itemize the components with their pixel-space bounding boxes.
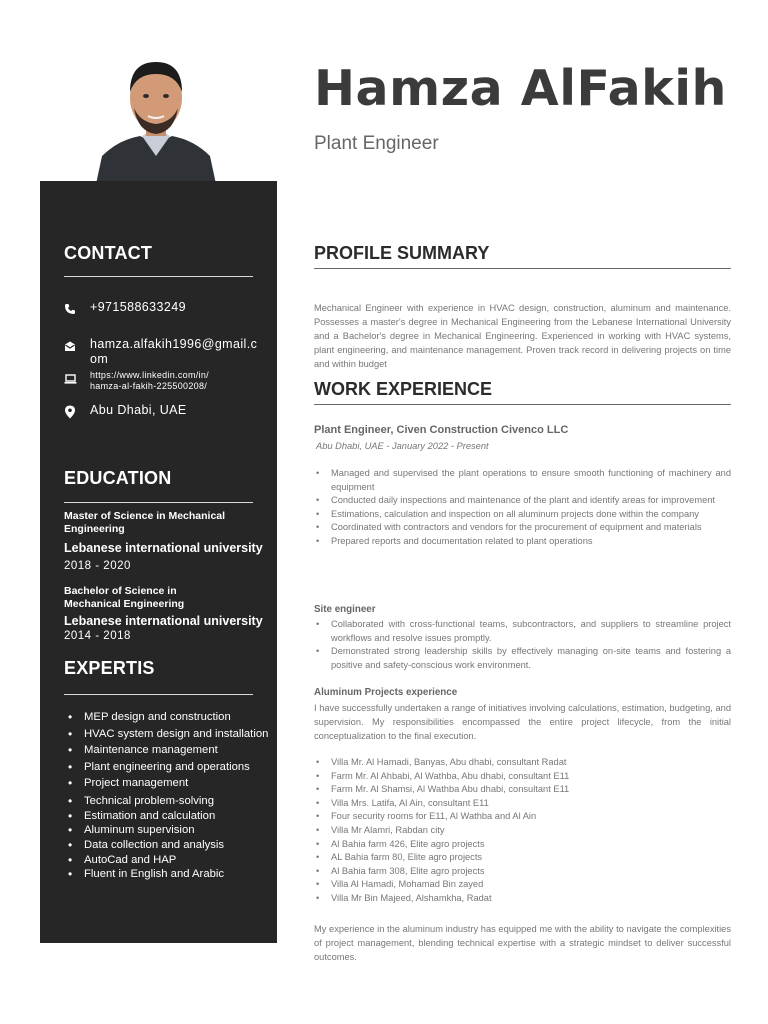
location-row bbox=[64, 403, 264, 424]
expertise-list bbox=[64, 709, 268, 882]
email-address[interactable]: hamza.alfakih1996@gmail.com bbox=[90, 337, 258, 366]
aluminum-projects-intro: I have successfully undertaken a range of initiatives involving calculations, estimation, budgeting, and supervision. My responsibilities encompassed the entire project lifecycle, from the initial conceptualization to the final execution. bbox=[314, 703, 731, 741]
education-divider bbox=[64, 502, 253, 503]
responsibility-item: • Coordinated with contractors and vendors for the procurement of equipment and materials bbox=[331, 521, 731, 535]
skill-item: • AutoCad and HAP bbox=[84, 853, 268, 867]
job2-responsibilities bbox=[331, 618, 731, 672]
project-item: • Four security rooms for E11, Al Wathba and Al Ain bbox=[331, 810, 731, 824]
aluminum-project-list bbox=[331, 756, 731, 906]
expertise-divider bbox=[64, 694, 253, 695]
site-engineer-title: Site engineer bbox=[314, 604, 376, 615]
candidate-name: Hamza AlFakih bbox=[314, 60, 727, 117]
aluminum-projects-title: Aluminum Projects experience bbox=[314, 687, 458, 698]
location-pin-icon bbox=[64, 403, 90, 424]
skill-item: • Plant engineering and operations bbox=[84, 759, 268, 776]
profile-summary-text: Mechanical Engineer with experience in HVAC design, construction, aluminum and maintenance. Possesses a master's degree in Mechanical Engineering from the Lebanese International University and a Bachelor's degree in Mechanical Engineering. Experienced in working with HVAC systems, plant engineering, and maintenance management. Proven track record in delivering projects on time and within budget bbox=[314, 303, 731, 369]
laptop-icon bbox=[64, 370, 90, 390]
skill-item: • MEP design and construction bbox=[84, 709, 268, 726]
email-icon bbox=[64, 337, 90, 357]
skill-item: • Maintenance management bbox=[84, 742, 268, 759]
project-item: • Villa Mr Bin Majeed, Alshamkha, Radat bbox=[331, 892, 731, 906]
job1-responsibilities bbox=[331, 467, 731, 549]
contact-heading: CONTACT bbox=[64, 243, 153, 263]
phone-row bbox=[64, 300, 264, 320]
phone-number[interactable]: +971588633249 bbox=[90, 300, 186, 314]
project-item: • Villa Mrs. Latifa, Al Ain, consultant E11 bbox=[331, 797, 731, 811]
project-item: • Al Bahia farm 426, Elite agro projects bbox=[331, 838, 731, 852]
responsibility-item: • Estimations, calculation and inspection on all aluminum projects done within the company bbox=[331, 508, 731, 522]
linkedin-url[interactable]: https://www.linkedin.com/in/hamza-al-fakih-225500208/ bbox=[90, 370, 209, 391]
project-item: • Villa Al Hamadi, Mohamad Bin zayed bbox=[331, 878, 731, 892]
education-years: 2014 - 2018 bbox=[64, 630, 131, 642]
profile-summary-heading: PROFILE SUMMARY bbox=[314, 243, 490, 263]
project-item: • Farm Mr. Al Shamsi, Al Wathba Abu dhabi, consultant E11 bbox=[331, 783, 731, 797]
profile-photo bbox=[96, 48, 216, 184]
skill-item: • Project management bbox=[84, 775, 268, 792]
responsibility-item: • Managed and supervised the plant operations to ensure smooth functioning of machinery and equipment bbox=[331, 467, 731, 494]
responsibility-item: • Prepared reports and documentation related to plant operations bbox=[331, 535, 731, 549]
linkedin-row bbox=[64, 370, 264, 392]
contact-divider bbox=[64, 276, 253, 277]
skill-item: • Fluent in English and Arabic bbox=[84, 867, 268, 882]
education-university: Lebanese international university bbox=[64, 541, 263, 555]
responsibility-item: • Conducted daily inspections and maintenance of the plant and identify areas for improvement bbox=[331, 494, 731, 508]
skill-item: • HVAC system design and installation bbox=[84, 726, 268, 743]
expertise-heading: EXPERTIS bbox=[64, 658, 155, 678]
responsibility-item: • Demonstrated strong leadership skills by effectively managing on-site teams and fostering a positive and safety-conscious work environment. bbox=[331, 645, 731, 672]
project-item: • AL Bahia farm 80, Elite agro projects bbox=[331, 851, 731, 865]
sidebar bbox=[40, 181, 277, 943]
profile-summary-divider bbox=[314, 268, 731, 269]
skill-item: • Technical problem-solving bbox=[84, 793, 268, 810]
job-title: Plant Engineer bbox=[314, 133, 439, 154]
education-university: Lebanese international university bbox=[64, 614, 263, 628]
work-experience-heading: WORK EXPERIENCE bbox=[314, 379, 493, 399]
phone-icon bbox=[64, 300, 90, 320]
responsibility-item: • Collaborated with cross-functional teams, subcontractors, and suppliers to streamline project workflows and resolve issues promptly. bbox=[331, 618, 731, 645]
education-degree: Master of Science in Mechanical Engineering bbox=[64, 510, 226, 535]
aluminum-closing-text: My experience in the aluminum industry has equipped me with the ability to navigate the complexities of project management, blending technical expertise with a strategic mindset to deliver successful outcomes. bbox=[314, 924, 731, 962]
email-row bbox=[64, 337, 264, 367]
skill-item: • Aluminum supervision bbox=[84, 823, 268, 838]
project-item: • Al Bahia farm 308, Elite agro projects bbox=[331, 865, 731, 879]
education-degree: Bachelor of Science in Mechanical Engineering bbox=[64, 585, 185, 610]
job-location-dates: Abu Dhabi, UAE - January 2022 - Present bbox=[316, 441, 489, 451]
education-heading: EDUCATION bbox=[64, 468, 172, 488]
education-years: 2018 - 2020 bbox=[64, 560, 131, 572]
skill-item: • Data collection and analysis bbox=[84, 838, 268, 853]
job-title-plant-engineer: Plant Engineer, Civen Construction Civenco LLC bbox=[314, 424, 569, 436]
project-item: • Villa Mr. Al Hamadi, Banyas, Abu dhabi, consultant Radat bbox=[331, 756, 731, 770]
work-experience-divider bbox=[314, 404, 731, 405]
location-text: Abu Dhabi, UAE bbox=[90, 403, 187, 417]
project-item: • Villa Mr Alamri, Rabdan city bbox=[331, 824, 731, 838]
skill-item: • Estimation and calculation bbox=[84, 809, 268, 823]
project-item: • Farm Mr. Al Ahbabi, Al Wathba, Abu dhabi, consultant E11 bbox=[331, 770, 731, 784]
